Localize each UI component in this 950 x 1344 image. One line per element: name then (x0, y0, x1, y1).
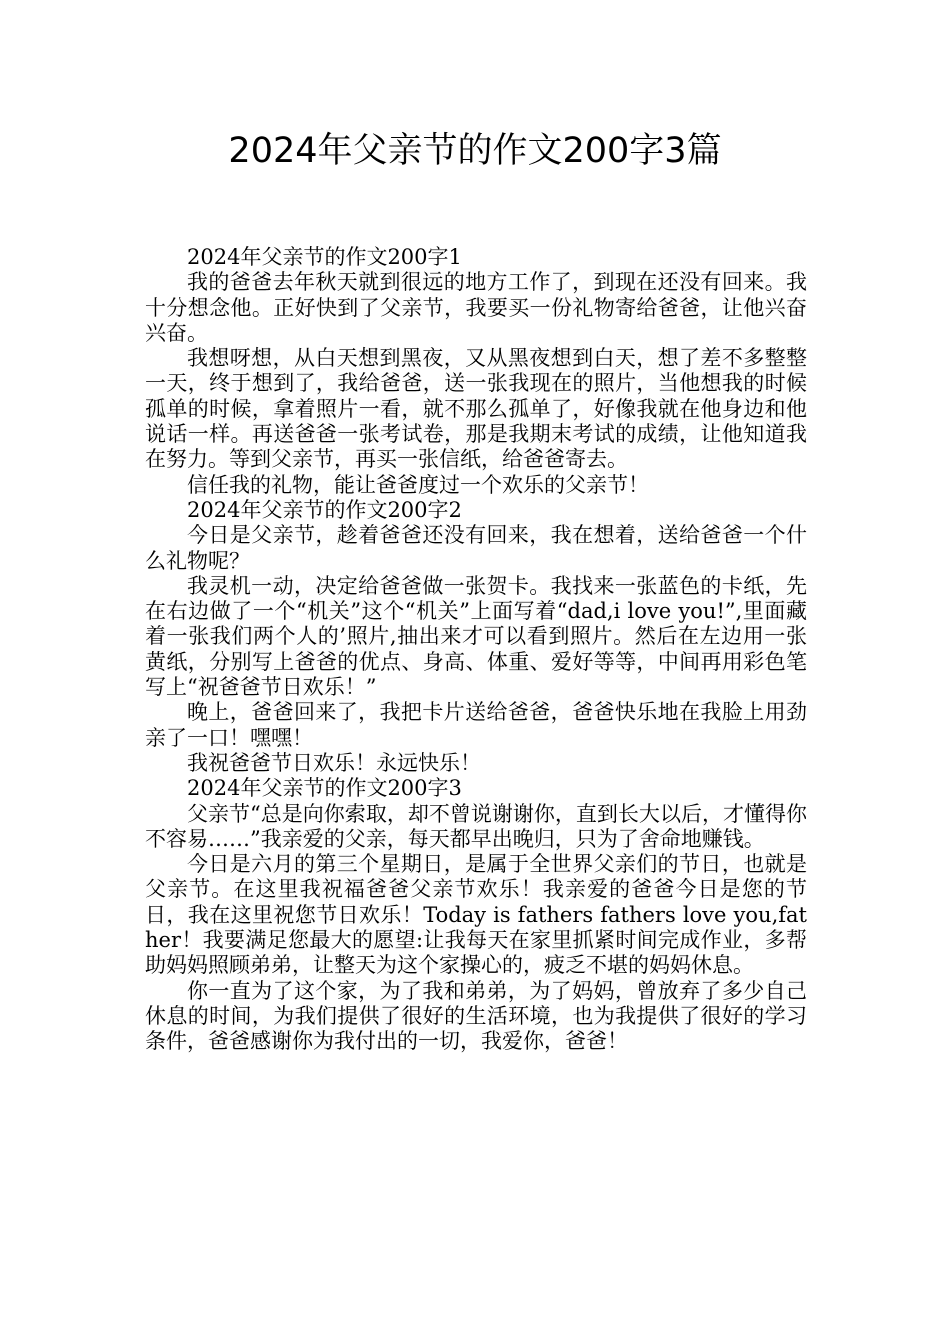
section-heading-1: 2024年父亲节的作文200字1 (187, 245, 462, 269)
paragraph: 今日是父亲节，趁着爸爸还没有回来，我在想着，送给爸爸一个什么礼物呢？ (145, 523, 807, 573)
paragraph: 我想呀想，从白天想到黑夜，又从黑夜想到白天，想了差不多整整一天，终于想到了，我给爸爸，送一张我现在的照片，当他想我的时候孤单的时候，拿着照片一看，就不那么孤单了，好像我就在他身边和他说话一样。再送爸爸一张考试卷，那是我期末考试的成绩，让他知道我在努力。等到父亲节，再买一张信纸，给爸爸寄去。 (145, 346, 807, 472)
document-title: 2024年父亲节的作文200字3篇 (228, 131, 722, 171)
paragraph: 你一直为了这个家，为了我和弟弟，为了妈妈，曾放弃了多少自己休息的时间，为我们提供了很好的生活环境，也为我提供了很好的学习条件，爸爸感谢你为我付出的一切，我爱你，爸爸！ (145, 978, 807, 1054)
paragraph: 我灵机一动，决定给爸爸做一张贺卡。我找来一张蓝色的卡纸，先在右边做了一个“机关”这个“机关”上面写着“dad,i love you!”,里面藏着一张我们两个人的’照片,抽出来才可以看到照片。然后在左边用一张黄纸，分别写上爸爸的优点、身高、体重、爱好等等，中间再用彩色笔写上“祝爸爸节日欢乐！” (145, 573, 807, 700)
paragraph: 信任我的礼物，能让爸爸度过一个欢乐的父亲节！ (187, 472, 649, 497)
section-heading-2: 2024年父亲节的作文200字2 (187, 497, 462, 522)
paragraph: 父亲节“总是向你索取，却不曾说谢谢你，直到长大以后，才懂得你不容易……”我亲爱的父亲，每天都早出晚归，只为了舍命地赚钱。 (145, 801, 807, 851)
paragraph: 晚上，爸爸回来了，我把卡片送给爸爸，爸爸快乐地在我脸上用劲亲了一口！嘿嘿！ (145, 700, 807, 750)
document-body (145, 245, 807, 1055)
paragraph: 我的爸爸去年秋天就到很远的地方工作了，到现在还没有回来。我十分想念他。正好快到了父亲节，我要买一份礼物寄给爸爸，让他兴奋兴奋。 (145, 270, 807, 345)
section-heading-3: 2024年父亲节的作文200字3 (187, 776, 462, 801)
paragraph: 今日是六月的第三个星期日，是属于全世界父亲们的节日，也就是父亲节。在这里我祝福爸爸父亲节欢乐！我亲爱的爸爸今日是您的节日，我在这里祝您节日欢乐！Today is fathers fathers love you,father！我要满足您最大的愿望:让我每天在家里抓紧时间完成作业，多帮助妈妈照顾弟弟，让整天为这个家操心的，疲乏不堪的妈妈休息。 (145, 852, 807, 978)
paragraph: 我祝爸爸节日欢乐！永远快乐！ (187, 750, 481, 775)
